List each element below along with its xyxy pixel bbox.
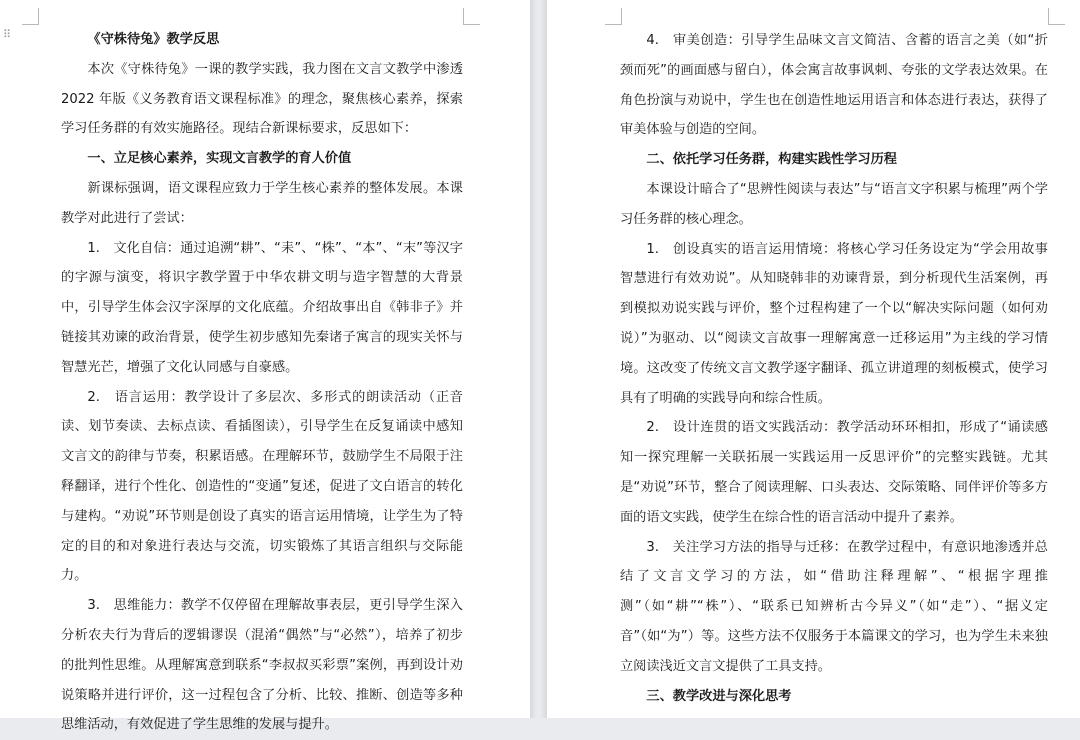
- page-gap: [530, 0, 547, 718]
- section-heading: 三、教学改进与深化思考: [646, 688, 792, 704]
- section-heading: 二、依托学习任务群，构建实践性学习历程: [646, 152, 897, 168]
- list-item: 2. 设计连贯的语文实践活动：教学活动环环相扣，形成了“诵读感知一探究理解一关联拓展一实践运用一反思评价”的完整实践链。尤其是“劝说”环节，整合了阅读理解、口头表达、交际策略、同伴评价等多方面的语文实践，使学生在综合性的语言活动中提升了素养。: [620, 420, 1048, 525]
- page-corner-mark-top-right: [1048, 8, 1065, 25]
- page-corner-mark-top-right: [463, 8, 480, 25]
- page-corner-mark-top-left: [22, 8, 39, 25]
- paragraph: 新课标强调，语文课程应致力于学生核心素养的整体发展。本课教学对此进行了尝试：: [61, 180, 463, 226]
- section-heading: 一、立足核心素养，实现文言教学的育人价值: [87, 151, 352, 167]
- list-item: 3. 思维能力：教学不仅停留在理解故事表层，更引导学生深入分析农夫行为背后的逻辑谬误（混淆“偶然”与“必然”），培养了初步的批判性思维。从理解寓意到联系“李叔叔买彩票”案例，再到设计劝说策略并进行评价，这一过程包含了分析、比较、推断、创造等多种思维活动，有效促进了学生思维的发展与提升。: [61, 598, 463, 733]
- paragraph: 本课设计暗合了“思辨性阅读与表达”与“语言文字积累与梳理”两个学习任务群的核心理念。: [620, 181, 1048, 227]
- document-page-left: [0, 0, 530, 733]
- list-item: 1. 创设真实的语言运用情境：将核心学习任务设定为“学会用故事智慧进行有效劝说”。从知晓韩非的劝谏背景，到分析现代生活案例，再到模拟劝说实践与评价，整个过程构建了一个以“解决实际问题（如何劝说）”为驱动、以“阅读文言故事一理解寓意一迁移运用”为主线的学习情境。这改变了传统文言文教学逐字翻译、孤立讲道理的刻板模式，使学习具有了明确的实践导向和综合性质。: [620, 241, 1048, 406]
- left-page-text: [61, 25, 463, 740]
- list-item: 1. 文化自信：通过追溯“耕”、“耒”、“株”、“本”、“末”等汉字的字源与演变，将识字教学置于中华农耕文明与造字智慧的大背景中，引导学生体会汉字深厚的文化底蕴。介绍故事出自《韩非子》并链接其劝谏的政治背景，使学生初步感知先秦诸子寓言的现实关怀与智慧光芒，增强了文化认同感与自豪感。: [61, 240, 463, 375]
- paragraph: 本次《守株待兔》一课的教学实践，我力图在文言文教学中渗透 2022 年版《义务教育语文课程标准》的理念，聚焦核心素养，探索学习任务群的有效实施路径。现结合新课标要求，反思如下：: [61, 61, 463, 137]
- document-page-right: [547, 0, 1080, 718]
- page-corner-mark-top-left: [605, 8, 622, 25]
- list-item: 3. 关注学习方法的指导与迁移：在教学过程中，有意识地渗透并总结了文言文学习的方法，如“借助注释理解”、“根据字理推测”（如“耕”“株”）、“联系已知辨析古今异义”（如“走”）、“据义定音”（如“为”）等。这些方法不仅服务于本篇课文的学习，也为学生未来独立阅读浅近文言文提供了工具支持。: [620, 539, 1048, 674]
- right-page-text: [620, 26, 1048, 711]
- list-item: 4. 审美创造：引导学生品味文言文简洁、含蓄的语言之美（如“折颈而死”的画面感与留白），体会寓言故事讽刺、夸张的文学表达效果。在角色扮演与劝说中，学生也在创造性地运用语言和体态进行表达，获得了审美体验与创造的空间。: [620, 33, 1048, 138]
- drag-handle-icon[interactable]: ⠿: [3, 28, 11, 41]
- list-item: 2. 语言运用：教学设计了多层次、多形式的朗读活动（正音读、划节奏读、去标点读、看插图读），引导学生在反复诵读中感知文言文的韵律与节奏，积累语感。在理解环节，鼓励学生不局限于注释翻译，进行个性化、创造性的“变通”复述，促进了文白语言的转化与建构。“劝说”环节则是创设了真实的语言运用情境，让学生为了特定的目的和对象进行表达与交流，切实锻炼了其语言组织与交际能力。: [61, 389, 463, 584]
- document-title: 《守株待兔》教学反思: [87, 32, 220, 47]
